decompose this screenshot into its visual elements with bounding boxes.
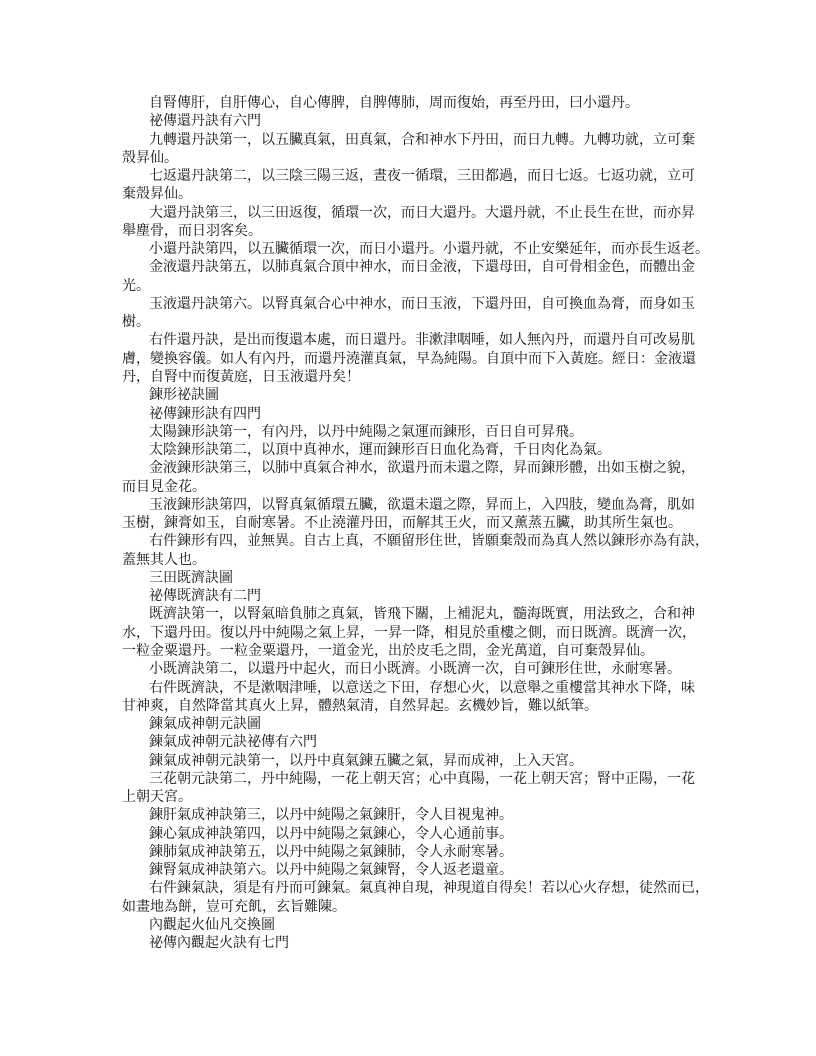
text-line: 玉液鍊形訣第四，以腎真氣循環五臟，欲還未還之際，昇而上，入四肢，變血為膏，肌如 (149, 496, 695, 513)
paragraph (122, 331, 712, 386)
text-line: 鍊氣成神朝元訣第一，以丹中真氣鍊五臟之氣，昇而成神，上入天宮。 (149, 752, 583, 769)
text-line: 殼昇仙。 (122, 149, 178, 166)
text-line: 三田既濟訣圖 (149, 569, 233, 586)
paragraph (122, 94, 712, 112)
text-line: 鍊形祕訣圖 (149, 387, 219, 404)
paragraph (122, 295, 712, 332)
paragraph (122, 587, 712, 605)
text-line: 鍊肝氣成神訣第三，以丹中純陽之氣鍊肝，令人目視鬼神。 (149, 807, 513, 824)
text-line: 鍊氣成神朝元訣祕傳有六門 (149, 734, 317, 751)
paragraph (122, 843, 712, 861)
text-line: 右件既濟訣，不是漱咽津唾，以意送之下田，存想心火，以意舉之重樓當其神水下降，味 (149, 679, 695, 696)
text-line: 三花朝元訣第二，丹中純陽，一花上朝天宮；心中真陽，一花上朝天宮；腎中正陽，一花 (149, 770, 695, 787)
text-line: 玉樹，鍊膏如玉，自耐寒暑。不止澆灌丹田，而解其王火，而又薰蒸五臟，助其所生氣也。 (122, 515, 682, 532)
text-line: 右件鍊形有四，並無異。自古上真，不願留形住世，皆願棄殼而為真人然以鍊形亦為有訣， (149, 533, 709, 550)
text-line: 內觀起火仙凡交換圖 (149, 916, 275, 933)
paragraph (122, 386, 712, 404)
text-line: 上朝天宮。 (122, 789, 192, 806)
text-line: 右件鍊氣訣，須是有丹而可鍊氣。氣真神自現，神現道自得矣！若以心火存想，徒然而已， (149, 880, 709, 897)
paragraph (122, 569, 712, 587)
text-line: 樹。 (122, 314, 150, 331)
paragraph (122, 605, 712, 660)
text-line: 九轉還丹訣第一，以五臟真氣，田真氣，合和神水下丹田，而日九轉。九轉功就，立可棄 (149, 131, 695, 148)
paragraph (122, 204, 712, 241)
paragraph (122, 423, 712, 441)
paragraph (122, 167, 712, 204)
paragraph (122, 733, 712, 751)
paragraph (122, 861, 712, 879)
paragraph (122, 240, 712, 258)
text-line: 水，下還丹田。復以丹中純陽之氣上昇，一昇一降，相見於重樓之側，而日既濟。既濟一次， (122, 624, 696, 641)
paragraph (122, 496, 712, 533)
text-line: 大還丹訣第三，以三田返復，循環一次，而日大還丹。大還丹就，不止長生在世，而亦昇 (149, 204, 695, 221)
text-line: 既濟訣第一，以腎氣暗負肺之真氣，皆飛下關，上補泥丸，髓海既實，用法致之，合和神 (149, 606, 695, 623)
text-line: 祕傳內觀起火訣有七門 (149, 935, 289, 952)
text-line: 膚，變換容儀。如人有內丹，而還丹澆灌真氣，早為純陽。自頂中而下入黃庭。經日：金液還 (122, 350, 696, 367)
text-line: 金液鍊形訣第三，以肺中真氣合神水，欲還丹而未還之際，昇而鍊形體，出如玉樹之貌， (149, 460, 695, 477)
text-line: 金液還丹訣第五，以肺真氣合頂中神水，而日金液，下還母田，自可骨相金色，而體出金 (149, 259, 695, 276)
text-line: 鍊氣成神朝元訣圖 (149, 716, 261, 733)
text-line: 鍊心氣成神訣第四，以丹中純陽之氣鍊心，令人心通前事。 (149, 825, 513, 842)
paragraph (122, 934, 712, 952)
paragraph (122, 112, 712, 130)
text-line: 玉液還丹訣第六。以腎真氣合心中神水，而日玉液，下還丹田，自可換血為膏，而身如玉 (149, 295, 695, 312)
paragraph (122, 715, 712, 733)
text-line: 光。 (122, 277, 150, 294)
text-line: 丹，自腎中而復黃庭，日玉液還丹矣！ (122, 368, 360, 385)
paragraph (122, 459, 712, 496)
text-line: 甘神爽，自然降當其真火上昇，體熱氣清，自然昇起。玄機妙旨，難以紙筆。 (122, 697, 598, 714)
text-line: 祕傳鍊形訣有四門 (149, 405, 261, 422)
paragraph (122, 258, 712, 295)
paragraph (122, 770, 712, 807)
text-line: 祕傳還丹訣有六門 (149, 113, 261, 130)
paragraph (122, 441, 712, 459)
document-body (122, 94, 712, 952)
text-line: 一粒金粟還丹。一粒金粟還丹，一道金光，出於皮毛之問，金光萬道，自可棄殼昇仙。 (122, 642, 654, 659)
paragraph (122, 916, 712, 934)
paragraph (122, 679, 712, 716)
text-line: 鍊肺氣成神訣第五，以丹中純陽之氣鍊肺，令人永耐寒暑。 (149, 843, 513, 860)
text-line: 七返還丹訣第二，以三陰三陽三返，晝夜一循環，三田都過，而日七返。七返功就，立可 (149, 168, 695, 185)
paragraph (122, 660, 712, 678)
text-line: 太陽鍊形訣第一，有內丹，以丹中純陽之氣運而鍊形，百日自可昇飛。 (149, 423, 583, 440)
paragraph (122, 752, 712, 770)
paragraph (122, 879, 712, 916)
text-line: 太陰鍊形訣第二，以頂中真神水，運而鍊形百日血化為膏，千日肉化為氣。 (149, 442, 611, 459)
text-line: 小還丹訣第四，以五臟循環一次，而日小還丹。小還丹就，不止安樂延年，而亦長生返老。 (149, 241, 709, 258)
text-line: 自腎傳肝，自肝傳心，自心傳脾，自脾傳肺，周而復始，再至丹田，曰小還丹。 (149, 95, 639, 111)
paragraph (122, 806, 712, 824)
paragraph (122, 825, 712, 843)
text-line: 小既濟訣第二，以還丹中起火，而日小既濟。小既濟一次，自可鍊形住世，永耐寒暑。 (149, 661, 681, 678)
text-line: 舉塵骨，而日羽客矣。 (122, 222, 262, 239)
text-line: 如畫地為餅，豈可充飢，玄旨難陳。 (122, 898, 346, 915)
paragraph (122, 405, 712, 423)
text-line: 祕傳既濟訣有二門 (149, 588, 261, 605)
paragraph (122, 532, 712, 569)
text-line: 而目見金花。 (122, 478, 206, 495)
text-line: 鍊腎氣成神訣第六。以丹中純陽之氣鍊腎，令人返老還童。 (149, 862, 513, 879)
text-line: 蓋無其人也。 (122, 551, 206, 568)
text-line: 棄殼昇仙。 (122, 186, 192, 203)
text-line: 右件還丹訣，是出而復還本處，而日還丹。非漱津咽唾，如人無內丹，而還丹自可改易肌 (149, 332, 695, 349)
paragraph (122, 131, 712, 168)
